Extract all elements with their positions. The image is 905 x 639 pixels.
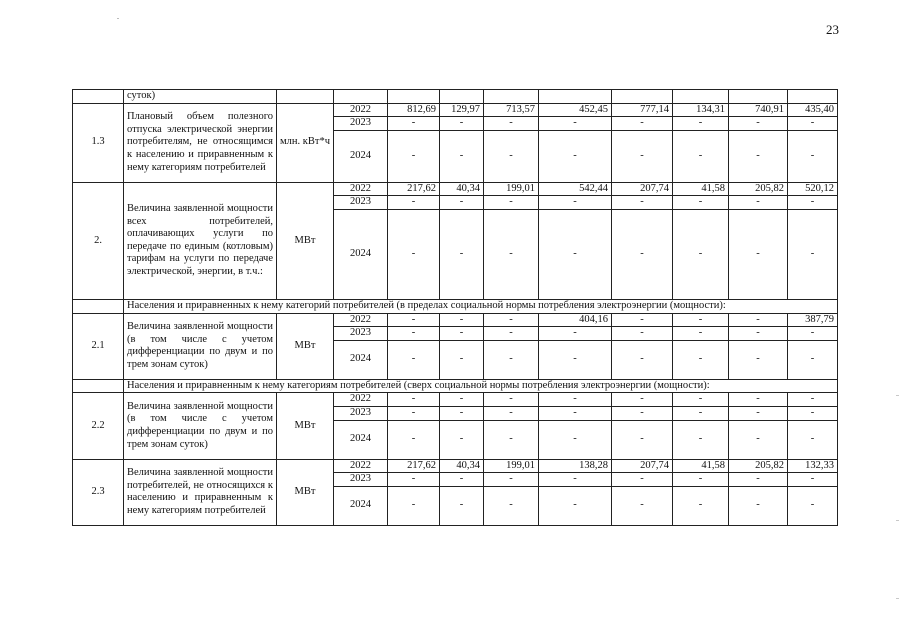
row-number-cell bbox=[73, 379, 124, 393]
table-row bbox=[73, 182, 838, 196]
value-cell: - bbox=[788, 117, 838, 131]
value-cell: 452,45 bbox=[539, 103, 612, 117]
value-cell: 217,62 bbox=[388, 459, 440, 473]
value-cell: - bbox=[673, 209, 729, 299]
year-cell: 2024 bbox=[334, 486, 388, 525]
value-cell: - bbox=[729, 473, 788, 487]
value-cell: 542,44 bbox=[539, 182, 612, 196]
value-cell: - bbox=[440, 327, 484, 341]
value-cell: - bbox=[729, 117, 788, 131]
value-cell: 40,34 bbox=[440, 182, 484, 196]
value-cell: - bbox=[484, 340, 539, 379]
value-cell: 217,62 bbox=[388, 182, 440, 196]
value-cell: 777,14 bbox=[612, 103, 673, 117]
value-cell: - bbox=[388, 130, 440, 182]
year-cell: 2023 bbox=[334, 327, 388, 341]
category-cell: Плановый объем полезного отпуска электрической энергии потребителям, не относящимся к населению и приравненным к нему категориям потребителей bbox=[124, 103, 277, 182]
value-cell: - bbox=[388, 340, 440, 379]
value-cell: - bbox=[484, 486, 539, 525]
value-cell: - bbox=[729, 340, 788, 379]
value-cell: 205,82 bbox=[729, 182, 788, 196]
value-cell: - bbox=[673, 486, 729, 525]
value-cell: - bbox=[539, 420, 612, 459]
value-cell: - bbox=[612, 340, 673, 379]
value-cell bbox=[673, 90, 729, 104]
value-cell: - bbox=[729, 420, 788, 459]
year-cell: 2022 bbox=[334, 313, 388, 327]
value-cell bbox=[388, 90, 440, 104]
row-number-cell: 2. bbox=[73, 182, 124, 299]
value-cell bbox=[440, 90, 484, 104]
row-number-cell: 2.3 bbox=[73, 459, 124, 525]
value-cell: - bbox=[612, 473, 673, 487]
value-cell: - bbox=[440, 313, 484, 327]
value-cell: - bbox=[788, 209, 838, 299]
value-cell: - bbox=[484, 130, 539, 182]
row-number-cell bbox=[73, 90, 124, 104]
value-cell: - bbox=[673, 420, 729, 459]
page-number: 23 bbox=[826, 22, 839, 37]
value-cell bbox=[539, 90, 612, 104]
value-cell: - bbox=[788, 473, 838, 487]
value-cell: - bbox=[539, 130, 612, 182]
value-cell: - bbox=[612, 420, 673, 459]
value-cell: 132,33 bbox=[788, 459, 838, 473]
value-cell: 138,28 bbox=[539, 459, 612, 473]
value-cell: - bbox=[612, 130, 673, 182]
category-cell: Величина заявленной мощности (в том числе с учетом дифференциации по двум и по трем зонам суток) bbox=[124, 313, 277, 379]
value-cell: - bbox=[673, 327, 729, 341]
table-row bbox=[73, 103, 838, 117]
value-cell: - bbox=[539, 486, 612, 525]
year-cell: 2024 bbox=[334, 209, 388, 299]
value-cell bbox=[484, 90, 539, 104]
value-cell: - bbox=[388, 473, 440, 487]
unit-cell: МВт bbox=[277, 182, 334, 299]
value-cell: - bbox=[788, 327, 838, 341]
value-cell: 387,79 bbox=[788, 313, 838, 327]
value-cell: - bbox=[388, 117, 440, 131]
value-cell: - bbox=[440, 486, 484, 525]
value-cell: 40,34 bbox=[440, 459, 484, 473]
value-cell: 129,97 bbox=[440, 103, 484, 117]
unit-cell: МВт bbox=[277, 313, 334, 379]
value-cell: - bbox=[729, 406, 788, 420]
value-cell: 520,12 bbox=[788, 182, 838, 196]
value-cell: - bbox=[788, 420, 838, 459]
value-cell: - bbox=[388, 486, 440, 525]
value-cell: - bbox=[388, 313, 440, 327]
value-cell: - bbox=[484, 473, 539, 487]
value-cell: - bbox=[440, 196, 484, 210]
year-cell: 2023 bbox=[334, 196, 388, 210]
section-heading: Населения и приравненным к нему категориям потребителей (сверх социальной нормы потребления электроэнергии (мощности): bbox=[124, 379, 838, 393]
value-cell: - bbox=[788, 393, 838, 407]
unit-cell: МВт bbox=[277, 459, 334, 525]
value-cell: 207,74 bbox=[612, 459, 673, 473]
value-cell: - bbox=[388, 327, 440, 341]
value-cell: 207,74 bbox=[612, 182, 673, 196]
year-cell: 2023 bbox=[334, 406, 388, 420]
value-cell: - bbox=[729, 196, 788, 210]
table-row bbox=[73, 459, 838, 473]
value-cell: - bbox=[612, 393, 673, 407]
year-cell: 2022 bbox=[334, 459, 388, 473]
value-cell: - bbox=[440, 209, 484, 299]
value-cell: - bbox=[673, 473, 729, 487]
unit-cell: млн. кВт*ч bbox=[277, 103, 334, 182]
value-cell: - bbox=[788, 130, 838, 182]
value-cell: - bbox=[729, 393, 788, 407]
value-cell: - bbox=[388, 393, 440, 407]
row-number-cell: 2.1 bbox=[73, 313, 124, 379]
value-cell: - bbox=[440, 393, 484, 407]
value-cell: - bbox=[484, 393, 539, 407]
unit-cell bbox=[277, 90, 334, 104]
year-cell: 2023 bbox=[334, 117, 388, 131]
year-cell: 2024 bbox=[334, 130, 388, 182]
value-cell bbox=[729, 90, 788, 104]
year-cell bbox=[334, 90, 388, 104]
value-cell: - bbox=[484, 196, 539, 210]
section-heading: Населения и приравненных к нему категорий потребителей (в пределах социальной нормы потребления электроэнергии (мощности): bbox=[124, 299, 838, 313]
value-cell: - bbox=[388, 209, 440, 299]
value-cell: - bbox=[612, 327, 673, 341]
row-number-cell: 2.2 bbox=[73, 393, 124, 459]
year-cell: 2022 bbox=[334, 393, 388, 407]
value-cell: 41,58 bbox=[673, 459, 729, 473]
value-cell: 205,82 bbox=[729, 459, 788, 473]
year-cell: 2022 bbox=[334, 103, 388, 117]
value-cell: - bbox=[729, 313, 788, 327]
value-cell bbox=[788, 90, 838, 104]
value-cell: - bbox=[388, 420, 440, 459]
value-cell: - bbox=[539, 327, 612, 341]
table-row bbox=[73, 313, 838, 327]
category-cell: Величина заявленной мощности всех потребителей, оплачивающих услуги по передаче по единым (котловым) тарифам на услуги по передаче электрической, энергии, в т.ч.: bbox=[124, 182, 277, 299]
value-cell: - bbox=[612, 209, 673, 299]
value-cell: 713,57 bbox=[484, 103, 539, 117]
category-cell: Величина заявленной мощности потребителей, не относящихся к населению и приравненным к нему категориям потребителей bbox=[124, 459, 277, 525]
scan-edge-mark bbox=[896, 520, 899, 521]
value-cell: - bbox=[673, 393, 729, 407]
value-cell: - bbox=[440, 130, 484, 182]
value-cell: - bbox=[612, 486, 673, 525]
value-cell: - bbox=[539, 196, 612, 210]
value-cell: - bbox=[729, 209, 788, 299]
value-cell: - bbox=[440, 473, 484, 487]
table-row bbox=[73, 393, 838, 407]
value-cell: 404,16 bbox=[539, 313, 612, 327]
value-cell: - bbox=[484, 313, 539, 327]
value-cell: - bbox=[484, 209, 539, 299]
value-cell: - bbox=[612, 196, 673, 210]
row-number-cell bbox=[73, 299, 124, 313]
year-cell: 2022 bbox=[334, 182, 388, 196]
value-cell: 199,01 bbox=[484, 459, 539, 473]
value-cell: - bbox=[440, 340, 484, 379]
value-cell: 812,69 bbox=[388, 103, 440, 117]
value-cell: - bbox=[673, 406, 729, 420]
value-cell: - bbox=[440, 406, 484, 420]
value-cell: - bbox=[788, 486, 838, 525]
value-cell: - bbox=[484, 327, 539, 341]
value-cell: - bbox=[729, 486, 788, 525]
value-cell: - bbox=[388, 406, 440, 420]
value-cell: 41,58 bbox=[673, 182, 729, 196]
scan-speck bbox=[117, 18, 119, 19]
value-cell: - bbox=[539, 117, 612, 131]
value-cell: - bbox=[539, 406, 612, 420]
value-cell: - bbox=[788, 340, 838, 379]
value-cell: - bbox=[673, 340, 729, 379]
year-cell: 2024 bbox=[334, 340, 388, 379]
section-row bbox=[73, 379, 838, 393]
value-cell: - bbox=[484, 420, 539, 459]
value-cell bbox=[612, 90, 673, 104]
value-cell: - bbox=[673, 130, 729, 182]
row-number-cell: 1.3 bbox=[73, 103, 124, 182]
value-cell: - bbox=[673, 117, 729, 131]
value-cell: - bbox=[388, 196, 440, 210]
value-cell: - bbox=[484, 406, 539, 420]
value-cell: - bbox=[612, 406, 673, 420]
value-cell: - bbox=[612, 117, 673, 131]
year-cell: 2023 bbox=[334, 473, 388, 487]
value-cell: 134,31 bbox=[673, 103, 729, 117]
tariff-data-table bbox=[72, 89, 838, 526]
scan-edge-mark bbox=[896, 598, 899, 599]
value-cell: - bbox=[539, 473, 612, 487]
value-cell: - bbox=[673, 196, 729, 210]
value-cell: - bbox=[729, 327, 788, 341]
category-cell: Величина заявленной мощности (в том числе с учетом дифференциации по двум и по трем зонам суток) bbox=[124, 393, 277, 459]
unit-cell: МВт bbox=[277, 393, 334, 459]
value-cell: - bbox=[729, 130, 788, 182]
value-cell: - bbox=[673, 313, 729, 327]
value-cell: - bbox=[539, 340, 612, 379]
value-cell: - bbox=[484, 117, 539, 131]
value-cell: - bbox=[788, 196, 838, 210]
year-cell: 2024 bbox=[334, 420, 388, 459]
scan-edge-mark bbox=[896, 395, 899, 396]
value-cell: 740,91 bbox=[729, 103, 788, 117]
value-cell: 199,01 bbox=[484, 182, 539, 196]
category-cell: суток) bbox=[124, 90, 277, 104]
section-row bbox=[73, 299, 838, 313]
value-cell: - bbox=[440, 420, 484, 459]
value-cell: - bbox=[440, 117, 484, 131]
value-cell: - bbox=[539, 209, 612, 299]
value-cell: - bbox=[539, 393, 612, 407]
value-cell: - bbox=[788, 406, 838, 420]
value-cell: 435,40 bbox=[788, 103, 838, 117]
value-cell: - bbox=[612, 313, 673, 327]
